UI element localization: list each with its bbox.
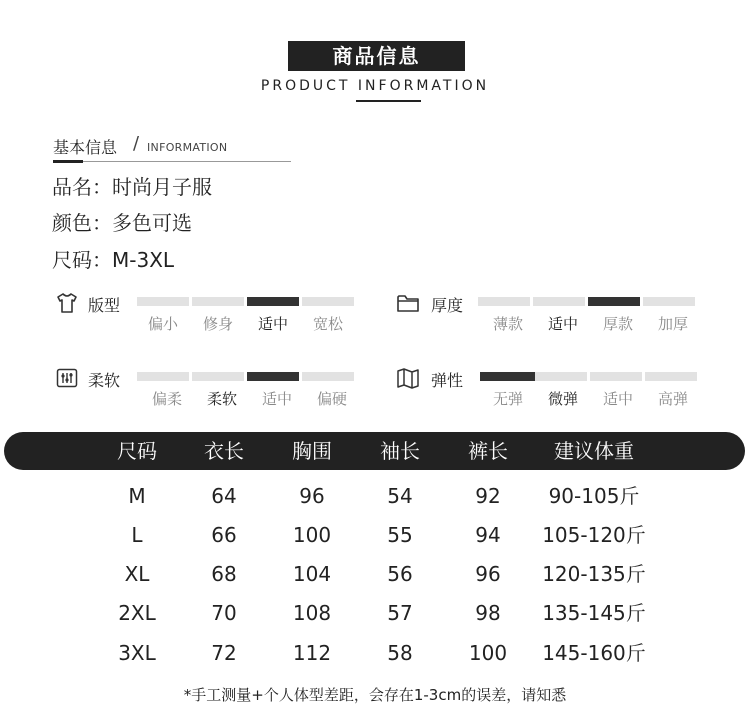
table-cell: 100 <box>468 641 508 665</box>
section-divider <box>53 161 291 162</box>
table-cell: 96 <box>475 562 501 586</box>
table-header-weight: 建议体重 <box>554 439 634 463</box>
fit-option-3: 适中 <box>257 315 288 333</box>
table-cell: 2XL <box>118 601 156 625</box>
sliders-icon <box>55 366 79 390</box>
thickness-level-3 <box>588 297 640 306</box>
thickness-level-2 <box>533 297 585 306</box>
table-cell: 68 <box>211 562 237 586</box>
table-cell: 54 <box>387 484 413 508</box>
attr-label-fit: 版型 <box>88 296 121 315</box>
elasticity-level-4 <box>645 372 697 381</box>
softness-level-4 <box>302 372 354 381</box>
table-cell: 92 <box>475 484 501 508</box>
thickness-option-4: 加厚 <box>657 315 688 333</box>
table-cell: 120-135斤 <box>542 562 646 586</box>
folder-icon <box>396 291 420 315</box>
fit-option-4: 宽松 <box>312 315 343 333</box>
elasticity-option-4: 高弹 <box>657 390 688 408</box>
table-cell: M <box>128 484 146 508</box>
elasticity-option-3: 适中 <box>602 390 633 408</box>
table-cell: 94 <box>475 523 501 547</box>
table-header-pants: 裤长 <box>468 439 508 463</box>
softness-level-2 <box>192 372 244 381</box>
info-product-name: 品名：时尚月子服 <box>52 175 212 199</box>
thickness-option-3: 厚款 <box>602 315 633 333</box>
section-slash: / <box>133 133 140 154</box>
elasticity-option-1: 无弹 <box>492 390 523 408</box>
section-title: 基本信息 <box>53 138 118 157</box>
softness-option-3: 适中 <box>261 390 292 408</box>
measurement-footnote: *手工测量+个人体型差距，会存在1-3cm的误差，请知悉 <box>183 686 567 704</box>
table-cell: 104 <box>292 562 332 586</box>
table-header-length: 衣长 <box>204 439 244 463</box>
table-header-sleeve: 袖长 <box>380 439 420 463</box>
fit-level-2 <box>192 297 244 306</box>
thickness-level-1 <box>478 297 530 306</box>
table-cell: 56 <box>387 562 413 586</box>
table-cell: 55 <box>387 523 413 547</box>
table-cell: 90-105斤 <box>548 484 640 508</box>
table-cell: 135-145斤 <box>542 601 646 625</box>
elasticity-level-3 <box>590 372 642 381</box>
table-cell: 112 <box>292 641 332 665</box>
page-subtitle: PRODUCT INFORMATION <box>260 78 490 94</box>
table-header-size: 尺码 <box>117 439 157 463</box>
tshirt-icon <box>55 291 79 315</box>
table-cell: 98 <box>475 601 501 625</box>
table-cell: 105-120斤 <box>542 523 646 547</box>
map-icon <box>396 366 420 390</box>
table-cell: 72 <box>211 641 237 665</box>
table-cell: 100 <box>292 523 332 547</box>
table-cell: 57 <box>387 601 413 625</box>
info-color: 颜色：多色可选 <box>52 211 192 235</box>
subtitle-underline <box>356 100 421 102</box>
table-cell: 70 <box>211 601 237 625</box>
fit-option-1: 偏小 <box>147 315 178 333</box>
table-cell: 96 <box>299 484 325 508</box>
thickness-option-2: 适中 <box>547 315 578 333</box>
attr-label-softness: 柔软 <box>88 371 121 390</box>
table-cell: L <box>131 523 143 547</box>
table-cell: 66 <box>211 523 237 547</box>
elasticity-level-2 <box>535 372 587 381</box>
page-title: 商品信息 <box>288 41 465 71</box>
fit-option-2: 修身 <box>202 315 233 333</box>
elasticity-option-2: 微弹 <box>547 390 578 408</box>
table-header-bust: 胸围 <box>292 439 332 463</box>
softness-level-1 <box>137 372 189 381</box>
section-subtitle: INFORMATION <box>147 141 228 154</box>
attr-label-thickness: 厚度 <box>431 296 464 315</box>
info-size: 尺码：M-3XL <box>52 248 175 272</box>
softness-option-1: 偏柔 <box>151 390 182 408</box>
table-cell: 58 <box>387 641 413 665</box>
softness-option-4: 偏硬 <box>316 390 347 408</box>
thickness-level-4 <box>643 297 695 306</box>
table-cell: XL <box>124 562 150 586</box>
fit-level-1 <box>137 297 189 306</box>
section-divider-accent <box>53 160 83 163</box>
fit-level-4 <box>302 297 354 306</box>
softness-level-3 <box>247 372 299 381</box>
table-cell: 3XL <box>118 641 156 665</box>
thickness-option-1: 薄款 <box>492 315 523 333</box>
table-cell: 64 <box>211 484 237 508</box>
table-cell: 108 <box>292 601 332 625</box>
fit-level-3 <box>247 297 299 306</box>
table-cell: 145-160斤 <box>542 641 646 665</box>
attr-label-elasticity: 弹性 <box>431 371 464 390</box>
softness-option-2: 柔软 <box>206 390 237 408</box>
